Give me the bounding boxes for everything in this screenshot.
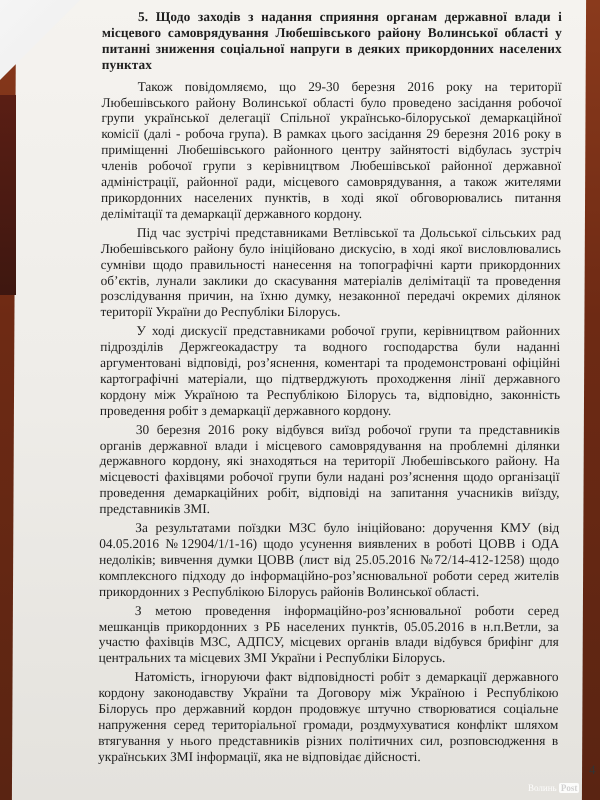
section-number: 5. xyxy=(137,9,149,24)
watermark-logo xyxy=(528,783,579,793)
document-body xyxy=(98,9,562,768)
paragraph-1: Також повідомляємо, що 29-30 березня 2016 року на території Любешівського району Волинської області було проведено засідання робочої групи української делегації Спільної українсько-білоруської демаркаційної комісії (далі - робоча група). В рамках цього засідання 29 березня 2016 року в приміщенні Любешівського районного центру зайнятості відбулась зустріч членів робочої групи з керівництвом Любешівської районної державної адміністрації, районної ради, місцевого самоврядування, а також жителями прикордонних населених пунктів, в ході якої обговорювались питання делімітації та демаркації державного кордону. xyxy=(100,78,562,221)
paragraph-2: Під час зустрічі представниками Ветлівської та Дольської сільських рад Любешівського району було ініційовано дискусію, в ході якої висловлювались сумніви щодо правильності нанесення на топографічні карти прикордонних об’єктів, лунали заклики до скасування матеріалів делімітації та проведення розслідування причин, на їхню думку, незаконної передачі окремих ділянок території України до Республіки Білорусь. xyxy=(100,224,561,320)
watermark-badge: Post xyxy=(560,783,578,793)
watermark-brand: Волинь xyxy=(528,783,557,793)
section-heading xyxy=(102,9,562,73)
background-shadow xyxy=(0,95,16,295)
paragraph-6: З метою проведення інформаційно-роз’яснювальної роботи серед мешканців прикордонних з РБ населених пунктів, 05.05.2016 в н.п.Ветли, за участю фахівців МЗС, АДПСУ, місцевих органів влади відбувся брифінг для центральних та місцевих ЗМІ України і Республіки Білорусь. xyxy=(98,602,559,666)
paragraph-7: Натомість, ігноруючи факт відповідності робіт з демаркації державного кордону законодавству України та Договору між Україною і Республікою Білорусь про державний кордон продовжує штучно створюватися соціальне напруження серед територіальної громади, роздмухуватися конфлікт шляхом втягування у нього представників різних політичних сил, розповсюдження в українських ЗМІ інформації, яка не відповідає дійсності. xyxy=(98,669,559,764)
paragraph-4: 30 березня 2016 року відбувся виїзд робочої групи та представників органів державної влади і місцевого самоврядування на проблемні ділянки державного кордону, які знаходяться на території Любешівського району. На місцевості фахівцями робочої групи були надані роз’яснення щодо організації проведення демаркаційних робіт, відповіді на запитання учасників виїзду, представників ЗМІ. xyxy=(99,421,560,517)
page-number: 4 xyxy=(589,762,596,777)
paragraph-3: У ході дискусії представниками робочої групи, керівництвом районних підрозділів Держгеокадастру та водного господарства були наданні аргументовані відповіді, роз’яснення, коментарі та продемонстровані офіційні картографічні матеріали, що підтверджують проходження лінії державного кордону між Україною та Республікою Білорусь та, відповідно, законність проведення робіт з демаркації державного кордону. xyxy=(99,323,561,418)
section-heading-text: Щодо заходів з надання сприяння органам державної влади і місцевого самоврядування Любешівського району Волинської області у питанні зниження соціальної напруги в деяких прикордонних населених пунктах xyxy=(101,9,563,72)
paragraph-5: За результатами поїздки МЗС було ініційовано: доручення КМУ (від 04.05.2016 №12904/1/1-16) щодо усунення виявлених в роботі ЦОВВ і ОДА недоліків; вивчення думки ЦОВВ (лист від 25.05.2016 №72/14-412-1258) щодо комплексного підходу до інформаційно-роз’яснювальної роботи серед жителів прикордонних з Республікою Білорусь районів Волинської області. xyxy=(98,520,560,599)
document-page xyxy=(12,0,596,800)
